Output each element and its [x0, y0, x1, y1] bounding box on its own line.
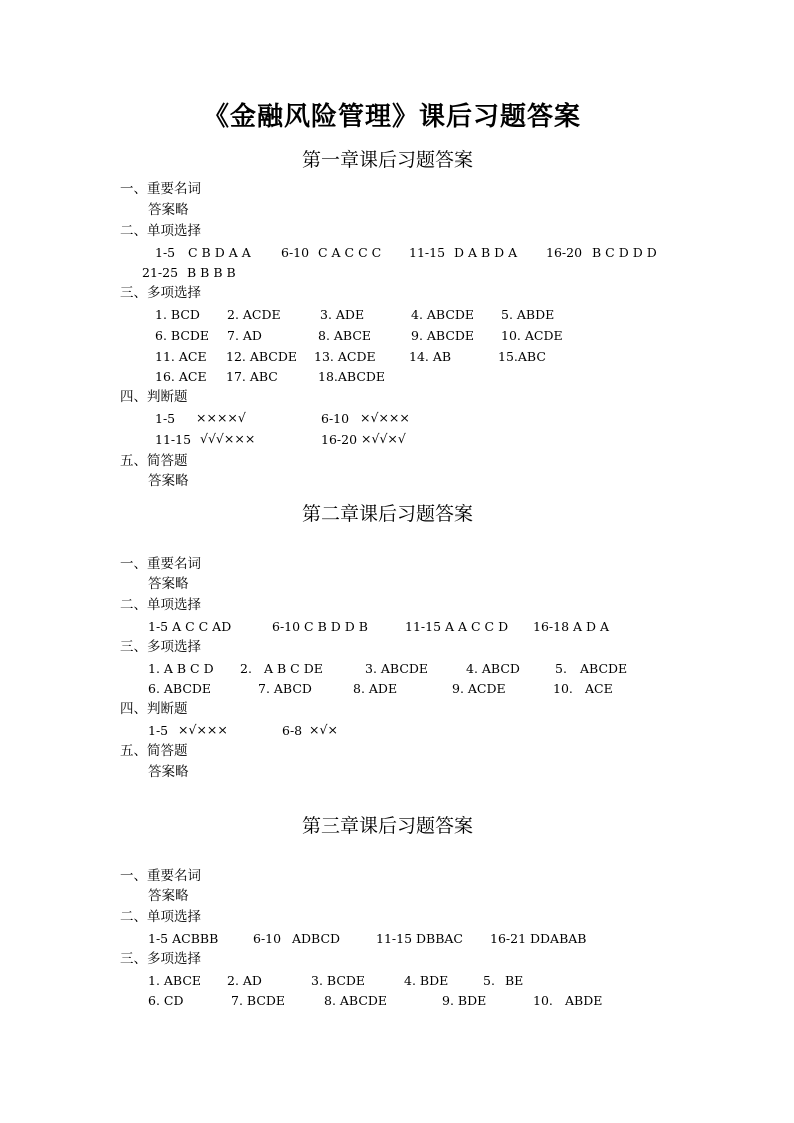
ch3-multi-item: ABDE: [565, 993, 603, 1008]
ch1-single-answers: D A B D A: [454, 245, 518, 260]
chapter-2-heading: 第二章课后习题答案: [302, 503, 474, 525]
ch1-single-range: 16-20: [546, 245, 583, 260]
ch3-single-item: 11-15 DBBAC: [376, 931, 463, 946]
ch2-terms-answer: 答案略: [148, 576, 189, 592]
ch1-multi-item: 17. ABC: [226, 369, 278, 384]
ch1-judge-range: 16-20: [321, 432, 358, 447]
ch1-multi-item: 4. ABCDE: [411, 307, 475, 322]
document-title: 《金融风险管理》课后习题答案: [203, 102, 582, 132]
ch1-judge-range: 6-10: [321, 411, 350, 426]
ch1-multi-item: 13. ACDE: [314, 349, 376, 364]
ch2-multi-item: ABCDE: [580, 661, 628, 676]
ch1-multi-item: 9. ABCDE: [411, 328, 475, 343]
ch3-multi-item: 5.: [483, 973, 495, 988]
ch1-multi-item: 11. ACE: [155, 349, 207, 364]
ch2-section-judge: 四、判断题: [120, 701, 188, 717]
ch2-multi-item: ACE: [585, 681, 613, 696]
ch3-single-item: 6-10: [253, 931, 282, 946]
ch2-single-item: 11-15 A A C C D: [405, 619, 509, 634]
ch1-multi-item: 7. AD: [227, 328, 262, 343]
ch2-multi-item: 7. ABCD: [258, 681, 312, 696]
ch2-judge-answers: ×√×: [309, 722, 338, 737]
ch1-section-judge: 四、判断题: [120, 389, 188, 405]
ch1-multi-item: 16. ACE: [155, 369, 207, 384]
ch1-section-short: 五、简答题: [120, 453, 188, 469]
ch3-multi-item: 2. AD: [227, 973, 262, 988]
ch1-judge-answers: ××××√: [196, 410, 246, 425]
ch3-multi-item: 9. BDE: [442, 993, 487, 1008]
ch2-multi-item: 1. A B C D: [148, 661, 214, 676]
ch2-multi-item: 6. ABCDE: [148, 681, 212, 696]
ch1-multi-item: 15.ABC: [498, 349, 546, 364]
ch1-single-answers: C B D A A: [188, 245, 251, 260]
ch1-judge-range: 1-5: [155, 411, 176, 426]
ch1-single-range: 1-5: [155, 245, 176, 260]
ch1-multi-item: 8. ABCE: [318, 328, 372, 343]
ch1-judge-range: 11-15: [155, 432, 192, 447]
ch2-section-single: 二、单项选择: [120, 597, 201, 613]
ch3-multi-item: 1. ABCE: [148, 973, 202, 988]
ch3-section-multi: 三、多项选择: [120, 951, 201, 967]
ch2-multi-item: 9. ACDE: [452, 681, 506, 696]
ch2-multi-item: 8. ADE: [353, 681, 398, 696]
ch1-section-multi: 三、多项选择: [120, 285, 201, 301]
ch2-short-answer: 答案略: [148, 764, 189, 780]
ch2-multi-item: 10.: [553, 681, 573, 696]
ch1-single-range: 6-10: [281, 245, 310, 260]
ch1-terms-answer: 答案略: [148, 202, 189, 218]
ch2-section-short: 五、简答题: [120, 743, 188, 759]
ch3-multi-item: 10.: [533, 993, 553, 1008]
ch2-judge-range: 1-5: [148, 723, 169, 738]
ch1-multi-item: 5. ABDE: [501, 307, 555, 322]
ch3-multi-item: 8. ABCDE: [324, 993, 388, 1008]
ch1-multi-item: 1. BCD: [155, 307, 200, 322]
ch2-multi-item: 2.: [240, 661, 252, 676]
ch3-multi-item: BE: [505, 973, 524, 988]
ch2-judge-answers: ×√×××: [178, 722, 228, 737]
ch3-multi-item: 7. BCDE: [231, 993, 286, 1008]
chapter-1-heading: 第一章课后习题答案: [302, 149, 474, 171]
ch1-judge-answers: ×√×××: [360, 410, 410, 425]
ch1-single-answers: B B B B: [187, 265, 236, 280]
ch3-multi-item: 3. BCDE: [311, 973, 366, 988]
ch1-single-range: 11-15: [409, 245, 446, 260]
ch1-multi-item: 6. BCDE: [155, 328, 210, 343]
ch2-multi-item: 3. ABCDE: [365, 661, 429, 676]
ch3-terms-answer: 答案略: [148, 888, 189, 904]
ch2-multi-item: A B C DE: [264, 661, 323, 676]
ch1-multi-item: 18.ABCDE: [318, 369, 386, 384]
ch2-multi-item: 5.: [555, 661, 567, 676]
ch1-short-answer: 答案略: [148, 473, 189, 489]
ch2-single-item: 1-5 A C C AD: [148, 619, 232, 634]
ch2-section-terms: 一、重要名词: [120, 556, 201, 572]
ch2-judge-range: 6-8: [282, 723, 303, 738]
ch3-section-single: 二、单项选择: [120, 909, 201, 925]
ch1-multi-item: 3. ADE: [320, 307, 365, 322]
ch1-judge-answers: ×√√×√: [361, 431, 406, 446]
ch3-multi-item: 6. CD: [148, 993, 184, 1008]
ch1-single-answers: C A C C C: [318, 245, 382, 260]
ch1-multi-item: 2. ACDE: [227, 307, 281, 322]
ch3-single-item: 16-21 DDABAB: [490, 931, 587, 946]
ch1-judge-answers: √√√×××: [200, 431, 256, 446]
ch1-section-single: 二、单项选择: [120, 223, 201, 239]
ch2-section-multi: 三、多项选择: [120, 639, 201, 655]
ch2-multi-item: 4. ABCD: [466, 661, 520, 676]
ch1-single-answers: B C D D D: [592, 245, 657, 260]
ch1-section-terms: 一、重要名词: [120, 181, 201, 197]
ch3-single-item: ADBCD: [292, 931, 341, 946]
ch2-single-item: 6-10 C B D D B: [272, 619, 368, 634]
ch1-single-range: 21-25: [142, 265, 179, 280]
ch1-multi-item: 14. AB: [409, 349, 452, 364]
ch3-section-terms: 一、重要名词: [120, 868, 201, 884]
ch1-multi-item: 12. ABCDE: [226, 349, 298, 364]
chapter-3-heading: 第三章课后习题答案: [302, 815, 474, 837]
ch3-single-item: 1-5 ACBBB: [148, 931, 219, 946]
ch3-multi-item: 4. BDE: [404, 973, 449, 988]
ch2-single-item: 16-18 A D A: [533, 619, 610, 634]
ch1-multi-item: 10. ACDE: [501, 328, 563, 343]
